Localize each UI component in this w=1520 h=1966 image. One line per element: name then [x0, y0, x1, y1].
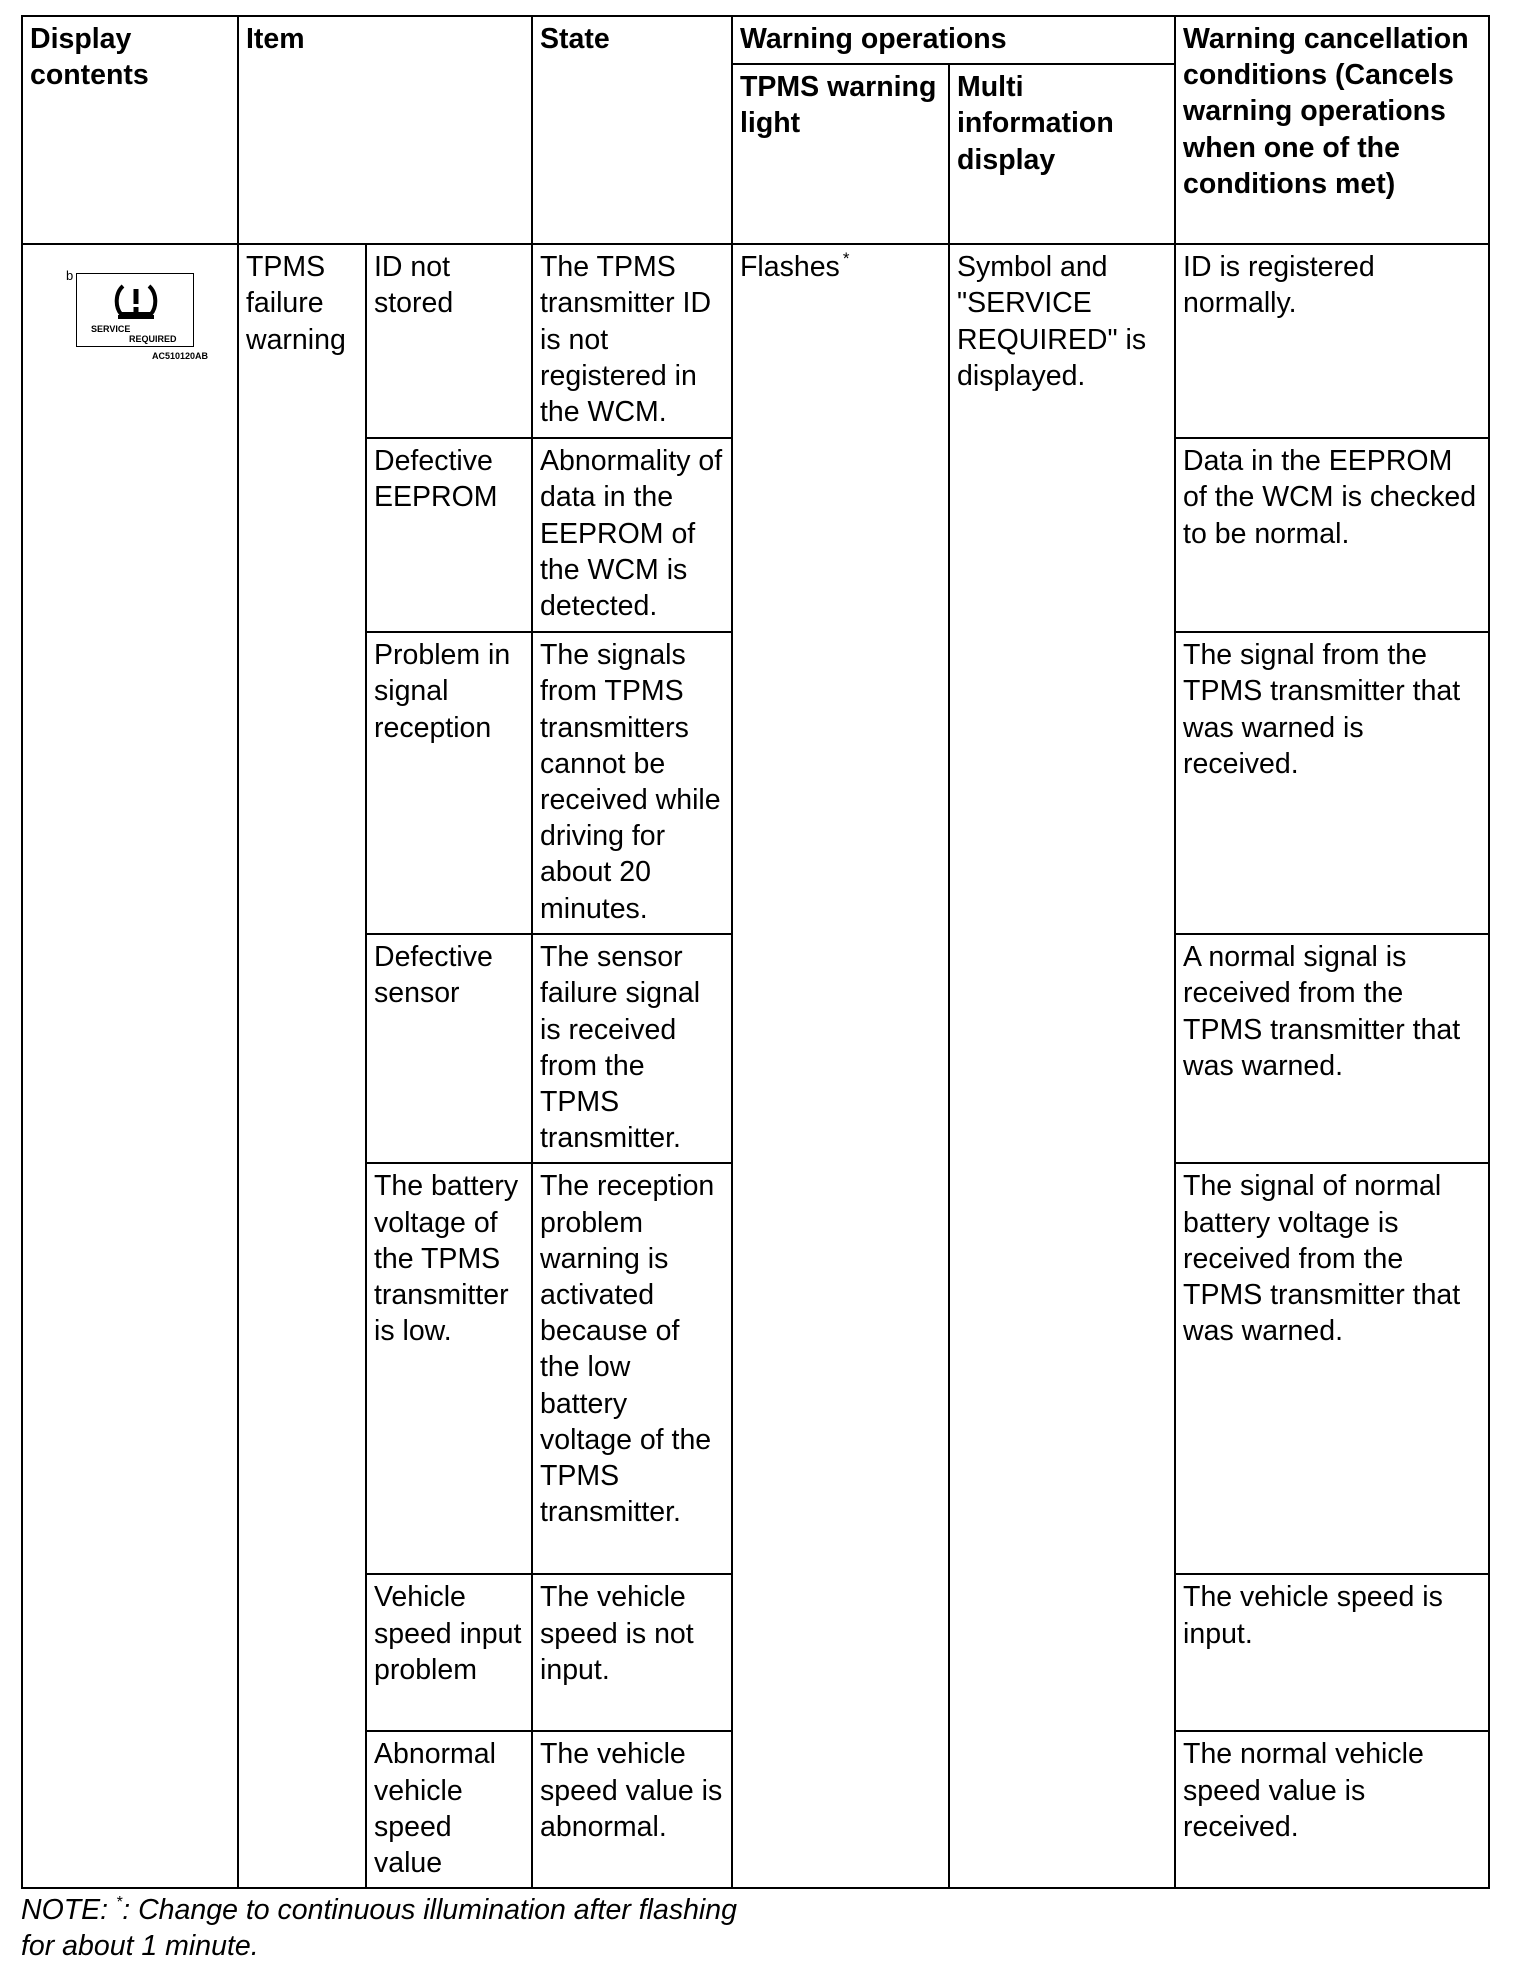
tpms-tire-exclamation-icon: [111, 280, 161, 324]
state-cell: The vehicle speed value is abnormal.: [532, 1731, 732, 1888]
item-cell: Vehicle speed input problem: [366, 1574, 532, 1731]
cancel-condition-cell: The normal vehicle speed value is received.: [1175, 1731, 1489, 1888]
note-prefix: NOTE:: [21, 1894, 117, 1927]
cancel-condition-cell: ID is registered normally.: [1175, 244, 1489, 438]
item-cell: Problem in signal reception: [366, 632, 532, 934]
header-cancellation-conditions: Warning cancellation conditions (Cancels warning operations when one of the conditions met): [1175, 16, 1489, 244]
item-cell: Abnormal vehicle speed value: [366, 1731, 532, 1888]
state-cell: The sensor failure signal is received from the TPMS transmitter.: [532, 934, 732, 1163]
state-cell: Abnormality of data in the EEPROM of the WCM is detected.: [532, 438, 732, 632]
header-display-contents: Display contents: [22, 16, 238, 244]
item-cell: ID not stored: [366, 244, 532, 438]
figure-code: AC510120AB: [152, 351, 209, 362]
footnote-mark: *: [842, 249, 850, 269]
state-cell: The signals from TPMS transmitters cannot be received while driving for about 20 minutes.: [532, 632, 732, 934]
header-row-1: [22, 16, 1489, 64]
item-cell: Defective EEPROM: [366, 438, 532, 632]
tpms-warning-table: [21, 15, 1490, 1889]
item-group-cell: TPMS failure warning: [238, 244, 366, 1888]
warning-display-frame: [76, 273, 194, 347]
state-cell: The vehicle speed is not input.: [532, 1574, 732, 1731]
state-cell: The TPMS transmitter ID is not registered in the WCM.: [532, 244, 732, 438]
table-row: [22, 244, 1489, 438]
document-page: [21, 15, 1490, 1964]
service-label: SERVICE: [91, 324, 131, 335]
header-tpms-warning-light: TPMS warning light: [732, 64, 949, 244]
header-item: Item: [238, 16, 532, 244]
header-multi-information-display: Multi information display: [949, 64, 1175, 244]
item-cell: The battery voltage of the TPMS transmitter is low.: [366, 1163, 532, 1574]
cancel-condition-cell: A normal signal is received from the TPMS transmitter that was warned.: [1175, 934, 1489, 1163]
header-warning-operations: Warning operations: [732, 16, 1175, 64]
cancel-condition-cell: The vehicle speed is input.: [1175, 1574, 1489, 1731]
figure-marker: b: [66, 268, 74, 284]
display-contents-cell: [22, 244, 238, 1888]
tpms-warning-light-value: Flashes: [740, 251, 840, 284]
cancel-condition-cell: The signal of normal battery voltage is received from the TPMS transmitter that was warned.: [1175, 1163, 1489, 1574]
required-label: REQUIRED: [129, 334, 177, 345]
state-cell: The reception problem warning is activated because of the low battery voltage of the TPMS transmitter.: [532, 1163, 732, 1574]
note-text: : Change to continuous illumination after flashing for about 1 minute.: [21, 1894, 737, 1963]
service-required-symbol: [30, 249, 230, 362]
item-cell: Defective sensor: [366, 934, 532, 1163]
multi-information-display-cell: Symbol and "SERVICE REQUIRED" is displayed.: [949, 244, 1175, 1888]
table-footnote: [21, 1892, 741, 1964]
cancel-condition-cell: The signal from the TPMS transmitter that was warned is received.: [1175, 632, 1489, 934]
tpms-warning-light-cell: [732, 244, 949, 1888]
cancel-condition-cell: Data in the EEPROM of the WCM is checked to be normal.: [1175, 438, 1489, 632]
header-state: State: [532, 16, 732, 244]
note-footnote-mark: *: [116, 1894, 123, 1912]
